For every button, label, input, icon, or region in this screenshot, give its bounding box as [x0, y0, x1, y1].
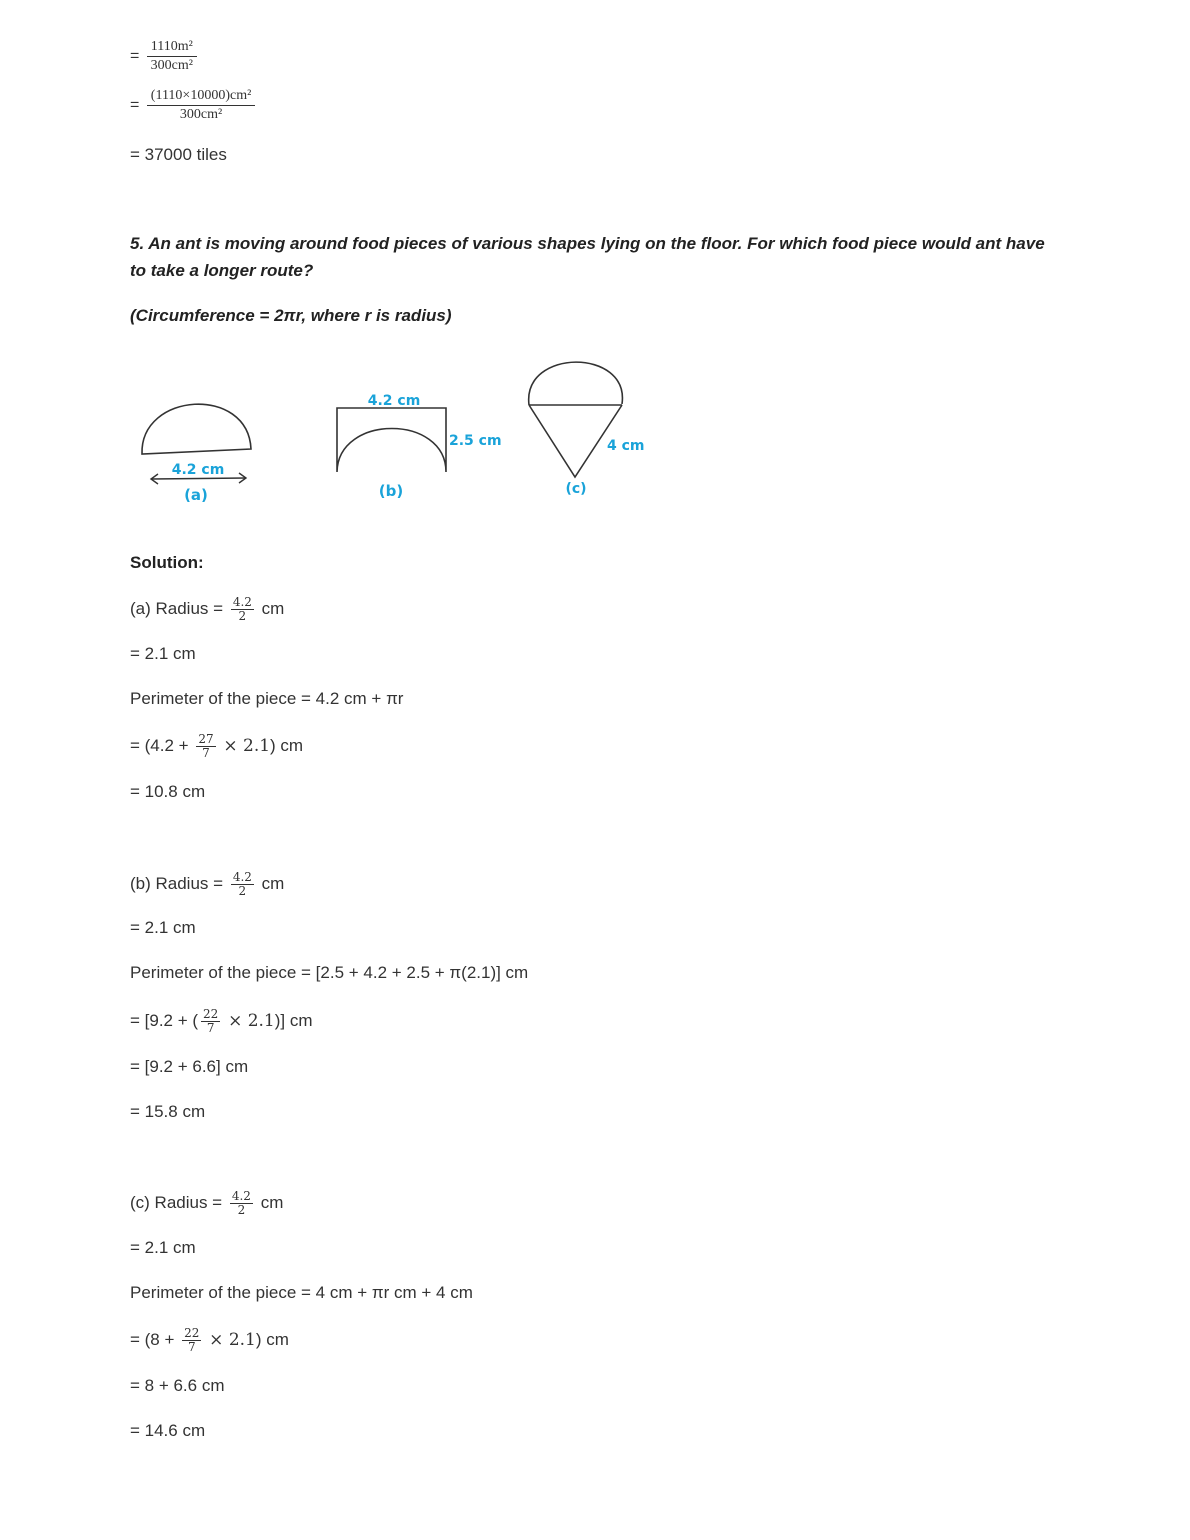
unit: ) cm — [270, 735, 304, 755]
part-a-radius-value: = 2.1 cm — [130, 644, 196, 663]
food-pieces-figure — [0, 340, 700, 520]
fraction-numerator: 4.2 — [232, 595, 252, 609]
fraction-denominator: 2 — [237, 1203, 246, 1217]
fraction-numerator: 1110m² — [147, 38, 197, 57]
unit: cm — [260, 1192, 284, 1212]
part-c-perimeter: Perimeter of the piece = 4 cm + πr cm + 4 cm — [130, 1283, 473, 1302]
part-b-result: = 15.8 cm — [130, 1102, 206, 1121]
fraction-numerator: 22 — [184, 1326, 200, 1340]
prev-step-2 — [130, 87, 258, 124]
fraction-denominator: 300cm² — [179, 107, 223, 122]
fraction-numerator: 4.2 — [232, 870, 252, 884]
unit: cm — [261, 598, 285, 618]
part-c-radius-value: = 2.1 cm — [130, 1238, 196, 1257]
unit: )] cm — [274, 1010, 313, 1030]
calc-suffix: × 2.1 — [209, 1329, 256, 1350]
fraction — [230, 1190, 253, 1217]
part-b-radius-value: = 2.1 cm — [130, 918, 196, 937]
fraction — [147, 87, 255, 124]
fraction — [201, 1008, 220, 1035]
part-c-step: = 8 + 6.6 cm — [130, 1376, 225, 1395]
shape-a-semicircle — [142, 404, 251, 504]
fraction — [182, 1327, 201, 1354]
fraction — [231, 871, 254, 898]
fraction — [196, 733, 215, 760]
part-a-radius — [130, 596, 284, 623]
shape-b-cutout — [337, 393, 502, 500]
unit: cm — [261, 873, 285, 893]
fraction-denominator: 300cm² — [150, 58, 193, 73]
fraction-numerator: 4.2 — [231, 1189, 251, 1203]
part-a-result: = 10.8 cm — [130, 782, 206, 801]
fraction-denominator: 7 — [202, 746, 210, 760]
fraction-numerator: (1110×10000)cm² — [147, 87, 255, 106]
equals-sign: = — [130, 47, 140, 65]
radius-label: (b) Radius = — [130, 873, 224, 893]
calc-suffix: × 2.1 — [223, 735, 271, 756]
shape-c-cone — [529, 362, 645, 497]
dimension-arrow — [152, 478, 246, 479]
fraction-denominator: 7 — [187, 1340, 196, 1354]
shape-b-side-dimension: 2.5 cm — [449, 433, 502, 449]
fraction — [147, 38, 197, 75]
part-c-radius — [130, 1190, 283, 1217]
fraction-numerator: 27 — [198, 732, 214, 746]
part-c-result: = 14.6 cm — [130, 1421, 206, 1440]
radius-label: (a) Radius = — [130, 598, 224, 618]
shape-a-caption: (a) — [184, 486, 208, 504]
part-b-calc — [130, 1008, 313, 1035]
part-b-perimeter: Perimeter of the piece = [2.5 + 4.2 + 2.5 + π(2.1)] cm — [130, 963, 529, 982]
shape-c-side-dimension: 4 cm — [607, 438, 645, 454]
shape-c-caption: (c) — [565, 481, 587, 497]
fraction-denominator: 2 — [238, 884, 247, 898]
solution-heading: Solution: — [130, 553, 204, 572]
fraction-denominator: 7 — [206, 1021, 215, 1035]
part-c-calc — [130, 1327, 289, 1354]
calc-prefix: = (8 + — [130, 1329, 175, 1349]
shape-b-top-dimension: 4.2 cm — [367, 393, 421, 409]
calc-prefix: = (4.2 + — [130, 735, 189, 755]
calc-suffix: × 2.1 — [228, 1010, 275, 1031]
prev-step-1 — [130, 38, 200, 75]
shape-b-caption: (b) — [378, 482, 404, 500]
unit: ) cm — [255, 1329, 289, 1349]
fraction-denominator: 2 — [238, 609, 247, 623]
part-a-perimeter: Perimeter of the piece = 4.2 cm + πr — [130, 689, 404, 708]
equals-sign: = — [130, 96, 140, 114]
question-line-2: to take a longer route? — [130, 261, 314, 280]
radius-label: (c) Radius = — [130, 1192, 223, 1212]
question-line-1: 5. An ant is moving around food pieces of various shapes lying on the floor. For which food piece would ant have — [130, 234, 1045, 253]
prev-result: = 37000 tiles — [130, 145, 227, 164]
part-b-radius — [130, 871, 284, 898]
fraction — [231, 596, 254, 623]
part-a-calc — [130, 733, 303, 760]
question-hint: (Circumference = 2πr, where r is radius) — [130, 306, 452, 325]
fraction-numerator: 22 — [203, 1007, 219, 1021]
calc-prefix: = [9.2 + ( — [130, 1010, 199, 1030]
part-b-step: = [9.2 + 6.6] cm — [130, 1057, 249, 1076]
shape-a-dimension: 4.2 cm — [171, 462, 225, 478]
